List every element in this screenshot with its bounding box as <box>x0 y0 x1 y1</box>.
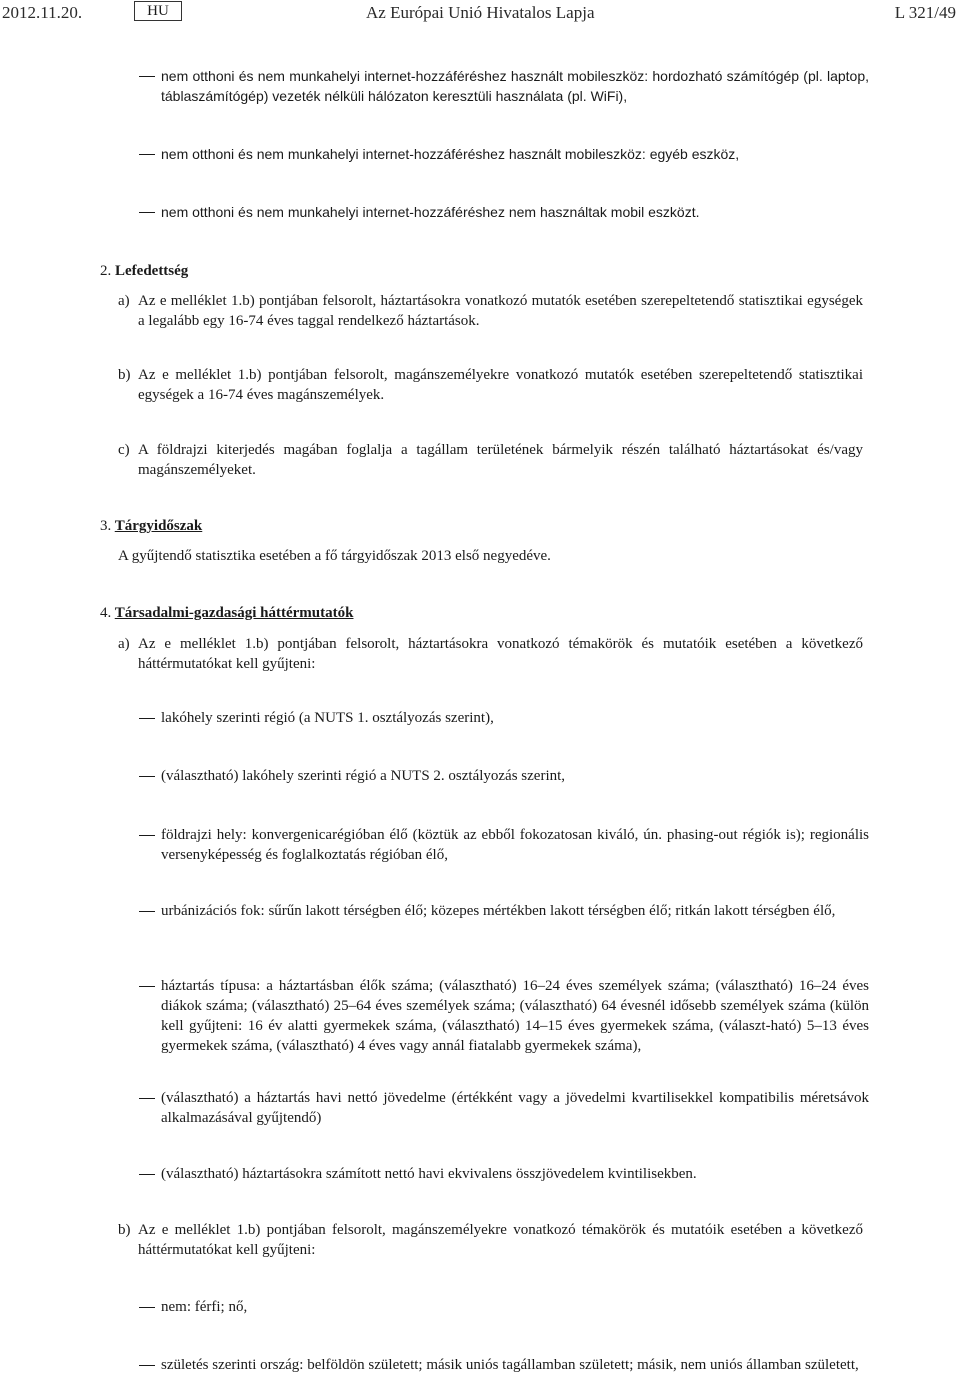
journal-title: Az Európai Unió Hivatalos Lapja <box>366 3 595 22</box>
list-item-text: lakóhely szerinti régió (a NUTS 1. osztályozás szerint), <box>161 710 494 726</box>
list-item <box>139 1164 869 1184</box>
list-item <box>139 708 869 728</box>
list-item-text: nem otthoni és nem munkahelyi internet-hozzáféréshez használt mobileszköz: hordozható számítógép (pl. laptop, táblaszámítógép) vezeték nélküli hálózaton keresztüli használata (pl. WiFi), <box>161 68 869 104</box>
list-item-text: (választható) lakóhely szerinti régió a NUTS 2. osztályozás szerint, <box>161 768 566 784</box>
paragraph-label: c) <box>118 442 130 458</box>
page-header <box>0 0 960 30</box>
paragraph-label: b) <box>118 367 131 383</box>
section-title: Társadalmi-gazdasági háttérmutatók <box>114 605 354 621</box>
paragraph-text: Az e melléklet 1.b) pontjában felsorolt, háztartásokra vonatkozó mutatók esetében szerepeltetendő statisztikai egységek a legalább egy 16-74 éves taggal rendelkező háztartások. <box>138 293 863 329</box>
list-item-text: nem otthoni és nem munkahelyi internet-hozzáféréshez használt mobileszköz: egyéb eszköz, <box>161 146 740 162</box>
paragraph-c <box>118 440 863 480</box>
list-item <box>139 976 869 1056</box>
publication-date: 2012.11.20. <box>2 3 83 22</box>
list-item-text: nem otthoni és nem munkahelyi internet-hozzáféréshez nem használtak mobil eszközt. <box>161 204 700 220</box>
list-item-text: (választható) a háztartás havi nettó jövedelme (értékként vagy a jövedelmi kvartilisekkel kompatibilis méretsávok alkalmazásával gyűjtendő) <box>161 1090 869 1126</box>
section-title: Tárgyidőszak <box>114 518 203 534</box>
section-number: 2. <box>100 263 112 279</box>
list-item-text: (választható) háztartásokra számított nettó havi ekvivalens összjövedelem kvintilisekben. <box>161 1166 697 1182</box>
list-item-text: földrajzi hely: konvergenicarégióban élő (köztük az ebből fokozatosan kiváló, ún. phasing-out régiók is); regionális versenyképesség és foglalkoztatás régióban élő, <box>161 827 869 863</box>
paragraph-text: Az e melléklet 1.b) pontjában felsorolt, magánszemélyekre vonatkozó témakörök és mutatóik esetében a következő háttérmutatókat kell gyűjteni: <box>138 1222 863 1258</box>
list-item-text: urbánizációs fok: sűrűn lakott térségben élő; közepes mértékben lakott térségben élő; ritkán lakott térségben élő, <box>161 903 836 919</box>
list-item <box>139 825 869 865</box>
list-item-text: születés szerinti ország: belföldön született; másik uniós tagállamban született; másik, nem uniós államban született, <box>161 1357 859 1373</box>
page-number: L 321/49 <box>894 3 956 22</box>
list-item-text: nem: férfi; nő, <box>161 1299 248 1315</box>
paragraph-label: a) <box>118 636 130 652</box>
list-item <box>139 1297 869 1317</box>
section-heading <box>100 516 202 536</box>
paragraph-b <box>118 1220 863 1260</box>
paragraph-text: A földrajzi kiterjedés magában foglalja a tagállam területének bármelyik részén található háztartásokat és/vagy magánszemélyeket. <box>138 442 863 478</box>
paragraph-label: a) <box>118 293 130 309</box>
paragraph-a <box>118 634 863 674</box>
list-item <box>139 202 869 222</box>
language-badge: HU <box>134 1 182 21</box>
section-number: 3. <box>100 518 112 534</box>
section-number: 4. <box>100 605 112 621</box>
paragraph-b <box>118 365 863 405</box>
section-heading <box>100 603 353 623</box>
paragraph: A gyűjtendő statisztika esetében a fő tárgyidőszak 2013 első negyedéve. <box>118 548 551 564</box>
list-item <box>139 144 869 164</box>
list-item <box>139 1355 869 1375</box>
paragraph-text: Az e melléklet 1.b) pontjában felsorolt, háztartásokra vonatkozó témakörök és mutatóik esetében a következő háttérmutatókat kell gyűjteni: <box>138 636 863 672</box>
list-item-text: háztartás típusa: a háztartásban élők száma; (választható) 16–24 éves személyek száma; (választható) 16–24 éves diákok száma; (választható) 25–64 éves személyek száma; (választható) 64 évesnél idősebb személyek száma (külön kell gyűjteni: 16 év alatti gyermekek száma, (választható) 14–15 éves gyermekek száma, (választ-ható) 5–13 éves gyermekek száma, (választható) 4 éves vagy annál fiatalabb gyermekek száma), <box>161 978 869 1054</box>
paragraph-a <box>118 291 863 331</box>
list-item <box>139 66 869 106</box>
section-title: Lefedettség <box>115 263 189 279</box>
section-heading <box>100 261 188 281</box>
list-item <box>139 1088 869 1128</box>
paragraph-label: b) <box>118 1222 131 1238</box>
paragraph-text: Az e melléklet 1.b) pontjában felsorolt, magánszemélyekre vonatkozó mutatók esetében szerepeltetendő statisztikai egységek a 16-74 éves magánszemélyek. <box>138 367 863 403</box>
list-item <box>139 901 869 921</box>
list-item <box>139 766 869 786</box>
